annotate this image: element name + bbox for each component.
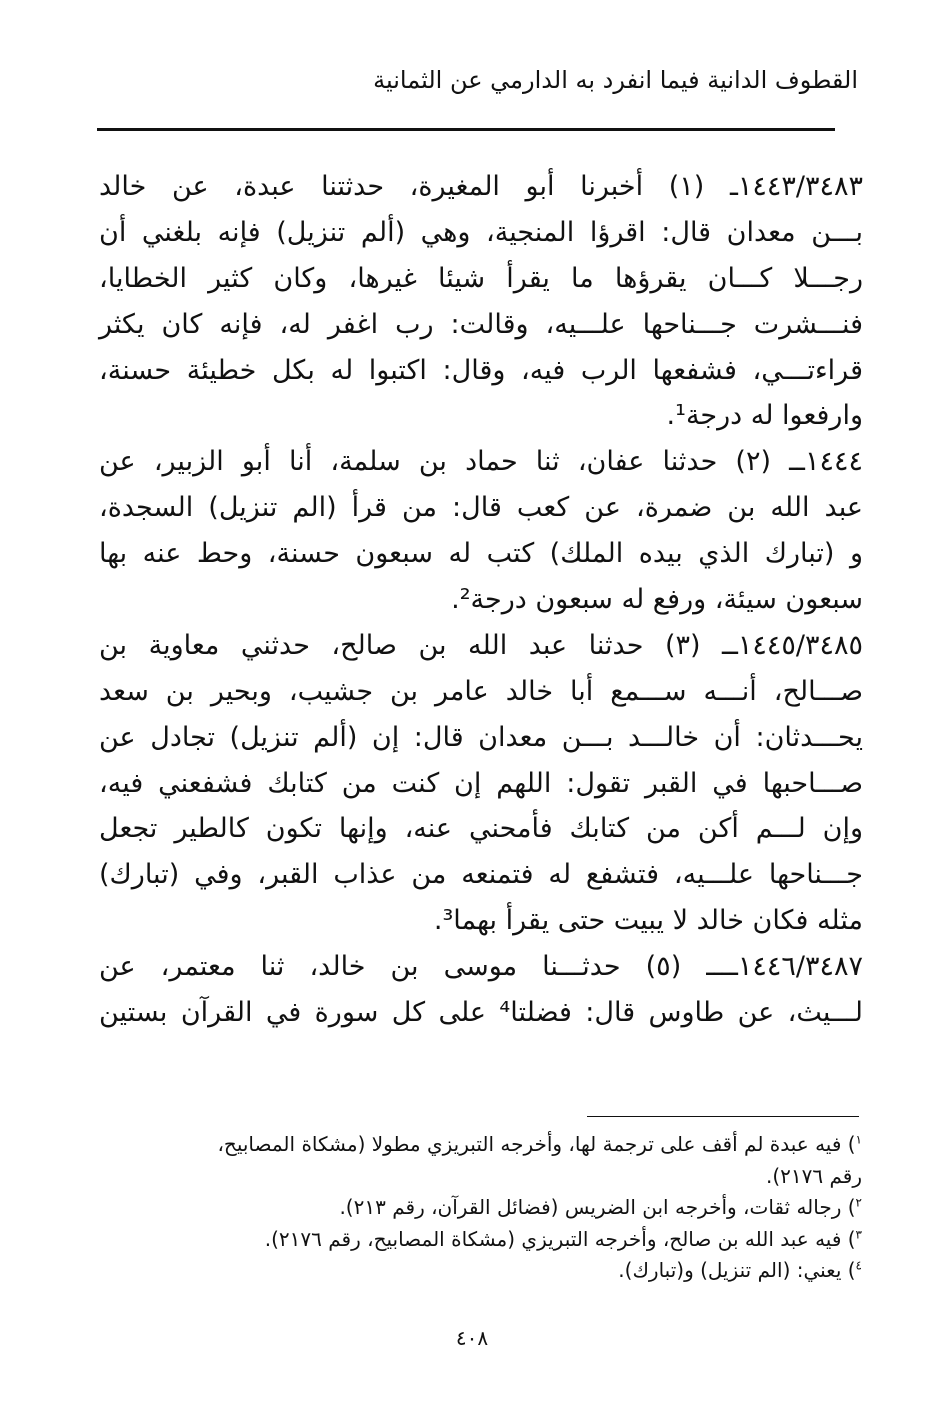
body-line: لـــيث، عن طاوس قال: فضلتا⁴ على كل سورة في القرآن بستين: [99, 997, 863, 1029]
footnote-text: ) رجاله ثقات، وأخرجه ابن الضريس (فضائل القرآن، رقم ٢١٣).: [339, 1195, 856, 1219]
footnote-number: ٢: [855, 1195, 862, 1210]
body-line: ١٤٤٥/٣٤٨٥ــ (٣) حدثنا عبد الله بن صالح، حدثني معاوية بن: [99, 629, 864, 661]
body-line: قراءتـــي، فشفعها الرب فيه، وقال: اكتبوا له بكل خطيئة حسنة،: [99, 354, 863, 386]
footnote: [98, 1224, 862, 1256]
body-line: رجـــلا كـــان يقرؤها ما يقرأ شيئا غيرها، وكان كثير الخطايا،: [99, 262, 863, 294]
running-header: القطوف الدانية فيما انفرد به الدارمي عن الثمانية: [373, 66, 858, 94]
body-line: و (تبارك الذي بيده الملك) كتب له سبعون حسنة، وحط عنه بها: [99, 538, 863, 570]
body-line: مثله فكان خالد لا يبيت حتى يقرأ بهما³.: [433, 905, 863, 937]
body-line: سبعون سيئة، ورفع له سبعون درجة².: [451, 584, 863, 616]
page-number: ٤٠٨: [455, 1326, 489, 1350]
body-line: يحـــدثان: أن خالـــد بـــن معدان قال: إن (ألم تنزيل) تجادل عن: [99, 721, 863, 753]
body-line: ١٤٤٤ــ (٢) حدثنا عفان، ثنا حماد بن سلمة، أنا أبو الزبير، عن: [99, 446, 863, 478]
body-text: [99, 164, 863, 1036]
footnotes: [98, 1129, 862, 1287]
body-line: ١٤٤٣/٣٤٨٣ـ (١) أخبرنا أبو المغيرة، حدثتنا عبدة، عن خالد: [99, 171, 863, 202]
footnote-number: ١: [855, 1132, 862, 1147]
footnote-continuation: رقم ٢١٧٦).: [765, 1163, 862, 1188]
footnote-text: ) يعني: (الم تنزيل) و(تبارك).: [618, 1258, 856, 1282]
body-line: وارفعوا له درجة¹.: [666, 400, 863, 432]
body-line: فنـــشرت جـــناحها علـــيه، وقالت: رب اغفر له، فإنه كان يكثر: [99, 308, 863, 340]
footnote: [98, 1129, 862, 1161]
body-line: ١٤٤٦/٣٤٨٧ــــ (٥) حدثـــنا موسى بن خالد، ثنا معتمر، عن: [99, 951, 864, 983]
footnote: [98, 1255, 862, 1287]
header-rule: [97, 128, 835, 131]
footnote-number: ٣: [855, 1226, 862, 1241]
body-line: صـــاحبها في القبر تقول: اللهم إن كنت من كتابك فشفعني فيه،: [99, 767, 863, 799]
footnote-rule: [587, 1116, 859, 1117]
body-line: عبد الله بن ضمرة، عن كعب قال: من قرأ (الم تنزيل) السجدة،: [99, 492, 863, 524]
body-line: جـــناحها علـــيه، فتشفع له فتمنعه من عذاب القبر، وفي (تبارك): [99, 859, 863, 891]
footnote-text: ) فيه عبد الله بن صالح، وأخرجه التبريزي (مشكاة المصابيح، رقم ٢١٧٦).: [264, 1226, 856, 1251]
footnote-number: ٤: [855, 1258, 862, 1273]
footnote-text: ) فيه عبدة لم أقف على ترجمة لها، وأخرجه التبريزي مطولا (مشكاة المصابيح،: [217, 1132, 856, 1156]
body-line: وإن لـــم أكن من كتابك فأمحني عنه، وإنها تكون كالطير تجعل: [99, 813, 863, 845]
body-line: بـــن معدان قال: اقرؤا المنجية، وهي (ألم تنزيل) فإنه بلغني أن: [99, 216, 863, 248]
body-line: صـــالح، أنـــه ســـمع أبا خالد عامر بن جشيب، وبحير بن سعد: [99, 675, 863, 707]
footnote: [98, 1192, 862, 1224]
